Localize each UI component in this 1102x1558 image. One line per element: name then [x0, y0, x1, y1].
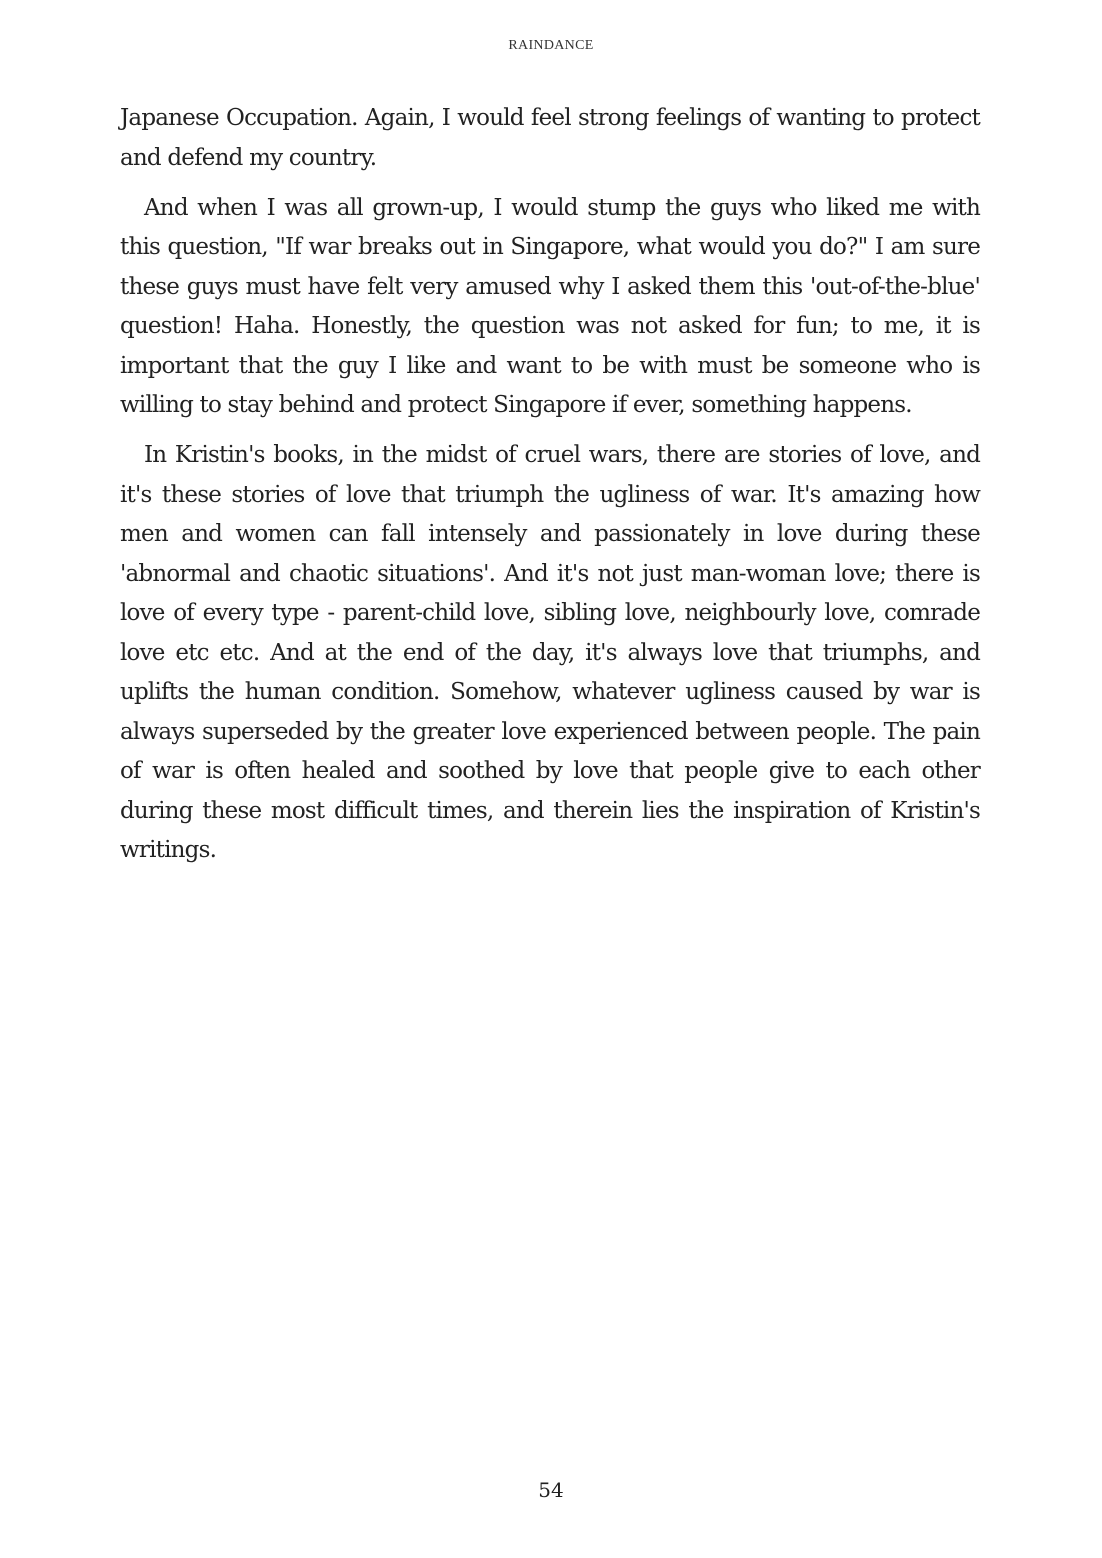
page-number: 54: [538, 1478, 564, 1502]
paragraph-war-question: And when I was all grown-up, I would stump the guys who liked me with this question, "If war breaks out in Singapore, what would you do?" I am sure these guys must have felt very amused why I asked them this 'out-of-the-blue' question! Haha. Honestly, the question was not asked for fun; to me, it is important that the guy I like and want to be with must be someone who is willing to stay behind and protect Singapore if ever, something happens.: [120, 194, 980, 418]
running-header-title: RAINDANCE: [508, 38, 594, 53]
paragraph-kristin-books: In Kristin's books, in the midst of cruel wars, there are stories of love, and it's these stories of love that triumph the ugliness of war. It's amazing how men and women can fall intensely and passionately in love during these 'abnormal and chaotic situations'. And it's not just man-woman love; there is love of every type - parent-child love, sibling love, neighbourly love, comrade love etc etc. And at the end of the day, it's always love that triumphs, and uplifts the human condition. Somehow, whatever ugliness caused by war is always superseded by the greater love experienced between people. The pain of war is often healed and soothed by love that people give to each other during these most difficult times, and therein lies the inspiration of Kristin's writings.: [120, 442, 980, 863]
paragraph-continuation: Japanese Occupation. Again, I would feel strong feelings of wanting to protect and defend my country.: [120, 105, 980, 171]
page-body: [120, 99, 980, 881]
